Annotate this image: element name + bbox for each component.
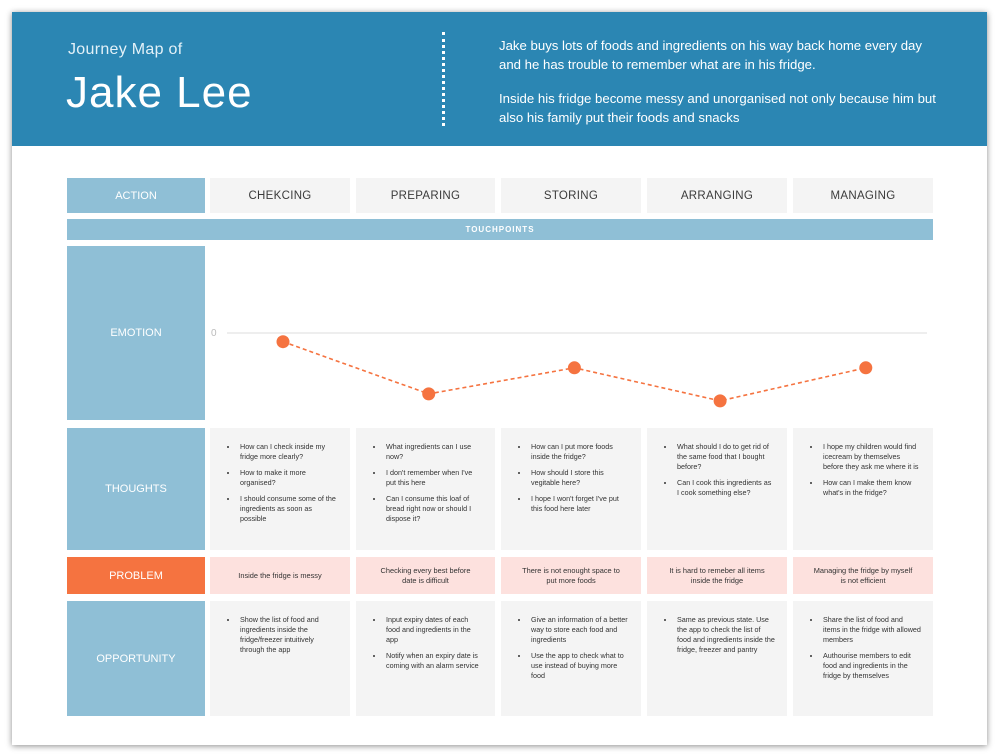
opportunity-list (356, 601, 495, 671)
thought-item: • What ingredients can I use now? (384, 442, 483, 462)
stage-header: PREPARING (356, 178, 495, 213)
row-label-thoughts: THOUGHTS (67, 428, 205, 550)
emotion-point-preparing (422, 387, 435, 400)
thoughts-list (647, 428, 787, 498)
thought-item: • I hope my children would find icecream by themselves before they ask me where it is (821, 442, 921, 472)
thought-item: • I hope I won't forget I've put this food here later (529, 494, 629, 514)
thoughts-cell (647, 428, 787, 550)
opportunity-item: • Give an information of a better way to store each food and ingredients (529, 615, 629, 645)
opportunity-list (647, 601, 787, 655)
opportunity-cell (647, 601, 787, 716)
thoughts-list (793, 428, 933, 498)
emotion-point-storing (568, 361, 581, 374)
page-title: Jake Lee (66, 68, 253, 117)
thought-item: • I don't remember when I've put this here (384, 468, 483, 488)
emotion-point-chekcing (277, 335, 290, 348)
row-label-opportunity: OPPORTUNITY (67, 601, 205, 716)
thought-item: • Can I cook this ingredients as I cook something else? (675, 478, 775, 498)
thought-item: • How can I put more foods inside the fridge? (529, 442, 629, 462)
emotion-point-arranging (714, 394, 727, 407)
opportunity-item: • Share the list of food and items in the fridge with allowed members (821, 615, 921, 645)
journey-map-card (12, 12, 987, 745)
header-description-2: Inside his fridge become messy and unorganised not only because him but also his family put their foods and snacks (499, 91, 936, 125)
row-label-problem: PROBLEM (67, 557, 205, 594)
problem-cell: Inside the fridge is messy (210, 557, 350, 594)
thoughts-cell (793, 428, 933, 550)
opportunity-list (210, 601, 350, 655)
row-label-action: ACTION (67, 178, 205, 213)
touchpoints-bar: TOUCHPOINTS (67, 219, 933, 240)
thoughts-cell (356, 428, 495, 550)
emotion-chart-svg (205, 246, 937, 420)
emotion-chart (205, 246, 937, 420)
header-subtitle: Journey Map of (68, 41, 183, 58)
problem-cell: There is not enought space to put more foods (501, 557, 641, 594)
problem-cell: It is hard to remeber all items inside the fridge (647, 557, 787, 594)
thoughts-cell (501, 428, 641, 550)
stage-header: STORING (501, 178, 641, 213)
thoughts-list (356, 428, 495, 524)
opportunity-cell (793, 601, 933, 716)
opportunity-item: • Input expiry dates of each food and ingredients in the app (384, 615, 483, 645)
row-label-emotion: EMOTION (67, 246, 205, 420)
emotion-zero-label: 0 (211, 328, 217, 339)
stage-header: CHEKCING (210, 178, 350, 213)
opportunity-item: • Show the list of food and ingredients inside the fridge/freezer intuitively through the app (238, 615, 338, 655)
thought-item: • Can I consume this loaf of bread right now or should I dispose it? (384, 494, 483, 524)
header-description-1: Jake buys lots of foods and ingredients on his way back home every day and he has trouble to remember what are in his fridge. (499, 38, 922, 72)
opportunity-cell (356, 601, 495, 716)
opportunity-item: • Use the app to check what to use instead of buying more food (529, 651, 629, 681)
emotion-point-managing (859, 361, 872, 374)
thought-item: • I should consume some of the ingredients as soon as possible (238, 494, 338, 524)
problem-cell: Checking every best before date is difficult (356, 557, 495, 594)
thought-item: • How to make it more organised? (238, 468, 338, 488)
header (12, 12, 987, 146)
opportunity-cell (501, 601, 641, 716)
thoughts-list (210, 428, 350, 524)
opportunity-item: • Notify when an expiry date is coming with an alarm service (384, 651, 483, 671)
thought-item: • How should I store this vegitable here? (529, 468, 629, 488)
opportunity-list (793, 601, 933, 681)
header-divider (442, 32, 445, 126)
thought-item: • What should I do to get rid of the same food that I bought before? (675, 442, 775, 472)
thoughts-list (501, 428, 641, 514)
opportunity-item: • Same as previous state. Use the app to check the list of food and ingredients inside the fridge, freezer and pantry (675, 615, 775, 655)
opportunity-item: • Authourise members to edit food and ingredients in the fridge by themselves (821, 651, 921, 681)
problem-cell: Managing the fridge by myself is not efficient (793, 557, 933, 594)
stage-header: ARRANGING (647, 178, 787, 213)
opportunity-cell (210, 601, 350, 716)
thoughts-cell (210, 428, 350, 550)
thought-item: • How can I check inside my fridge more clearly? (238, 442, 338, 462)
thought-item: • How can I make them know what's in the fridge? (821, 478, 921, 498)
stage-header: MANAGING (793, 178, 933, 213)
opportunity-list (501, 601, 641, 681)
